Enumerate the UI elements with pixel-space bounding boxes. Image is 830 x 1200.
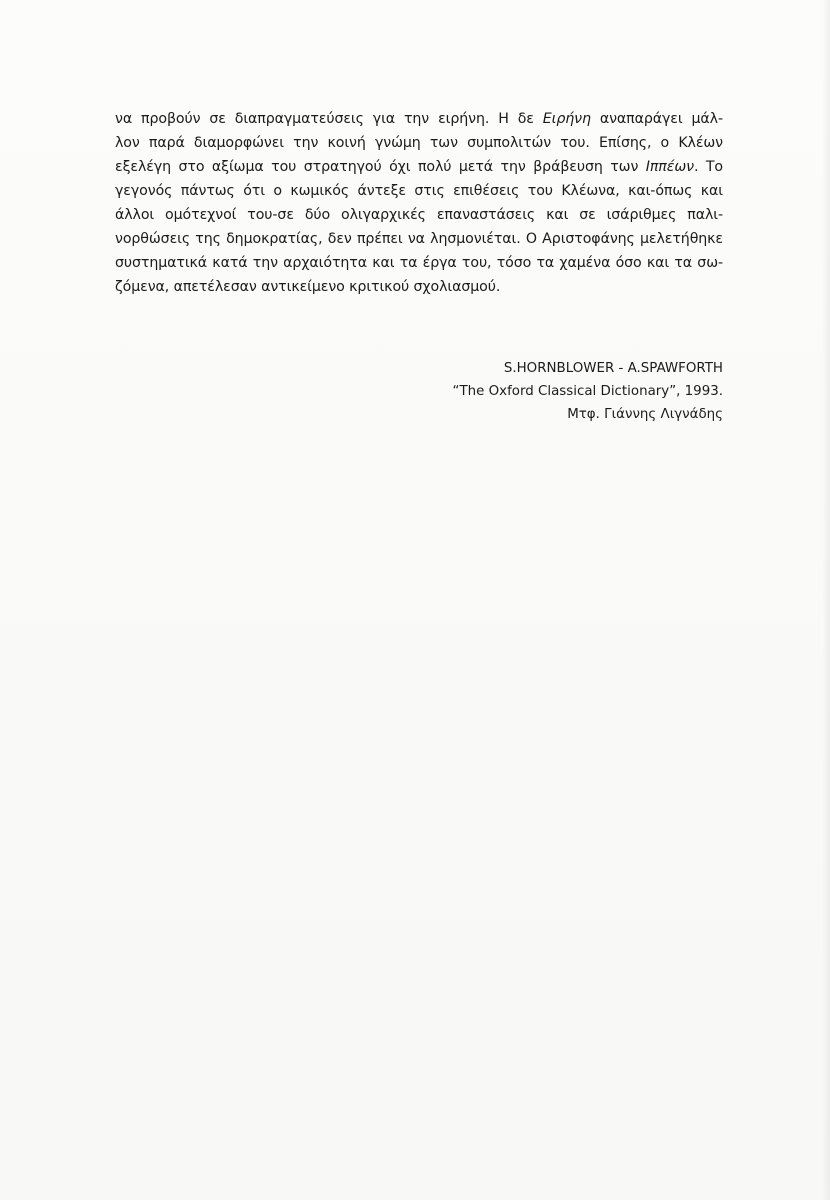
paragraph-line-7: συστηματικά κατά την αρχαιότητα και τα έργα του, τόσο τα χαμένα όσο και τα σω- — [115, 255, 723, 271]
body-paragraph — [115, 107, 723, 299]
text-run: εξελέγη στο αξίωμα του στρατηγού όχι πολύ μετά την βράβευση των — [115, 159, 646, 175]
paragraph-line-3 — [115, 155, 723, 179]
paragraph-line-1 — [115, 107, 723, 131]
text-run: να προβούν σε διαπραγματεύσεις για την ειρήνη. Η δε — [115, 111, 543, 127]
paragraph-line-6: νορθώσεις της δημοκρατίας, δεν πρέπει να λησμονιέται. Ο Αριστοφάνης μελετήθηκε — [115, 231, 723, 247]
paragraph-line-8: ζόμενα, απετέλεσαν αντικείμενο κριτικού σχολιασμού. — [115, 279, 501, 295]
paragraph-line-4: γεγονός πάντως ότι ο κωμικός άντεξε στις επιθέσεις του Κλέωνα, και-όπως και — [115, 183, 723, 199]
attribution-translator: Μτφ. Γιάννης Λιγνάδης — [567, 407, 723, 422]
attribution-source: “The Oxford Classical Dictionary”, 1993. — [452, 384, 723, 399]
attribution-block — [400, 357, 723, 426]
attribution-authors: S.HORNBLOWER - A.SPAWFORTH — [503, 361, 723, 376]
text-run: . Το — [693, 159, 723, 175]
italic-title-hippes: Ιππέων — [645, 159, 694, 175]
italic-title-eirene: Ειρήνη — [542, 111, 591, 127]
paragraph-line-2: λον παρά διαμορφώνει την κοινή γνώμη των συμπολιτών του. Επίσης, ο Κλέων — [115, 135, 723, 151]
text-run: αναπαράγει μάλ- — [590, 111, 724, 127]
page-edge-shadow — [822, 0, 830, 1200]
paragraph-line-5: άλλοι ομότεχνοί του-σε δύο ολιγαρχικές επαναστάσεις και σε ισάριθμες παλι- — [115, 207, 723, 223]
